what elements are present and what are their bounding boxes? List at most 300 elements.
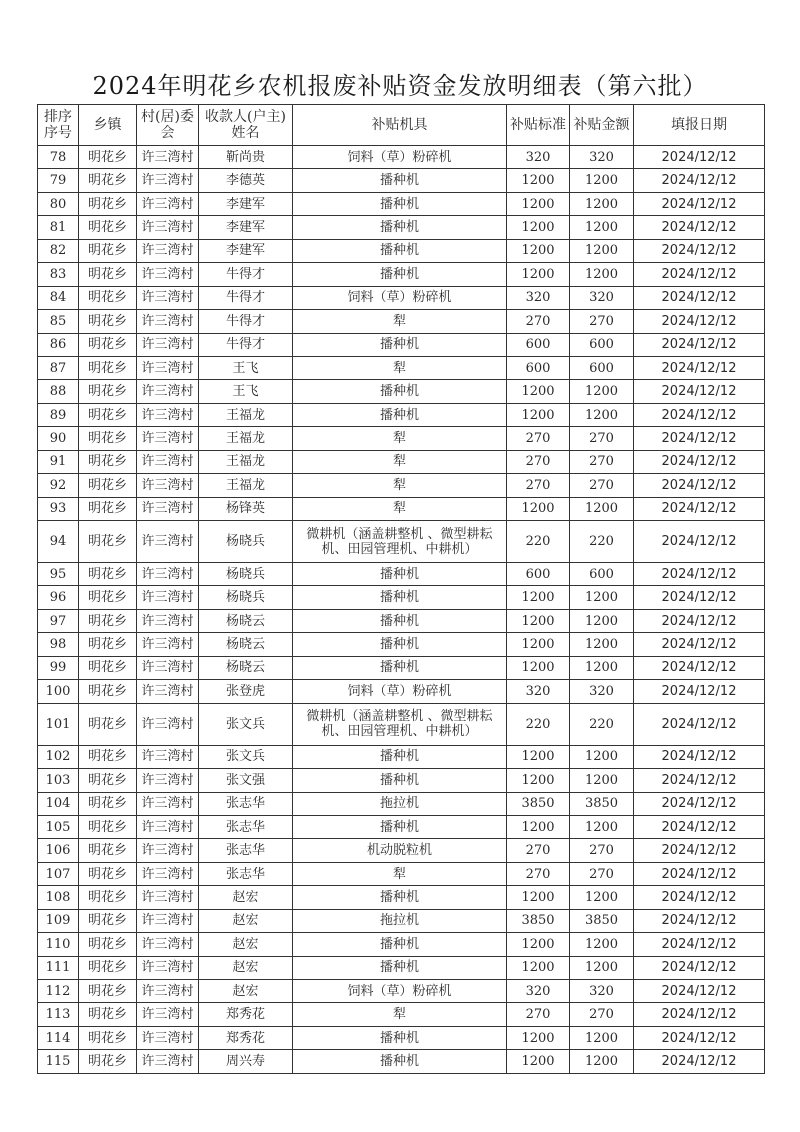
- cell-amount: 1200: [570, 745, 634, 768]
- cell-date: 2024/12/12: [634, 563, 765, 586]
- cell-township: 明花乡: [79, 839, 137, 862]
- cell-payee: 张文兵: [199, 745, 293, 768]
- cell-payee: 杨晓兵: [199, 521, 293, 563]
- table-row: [38, 474, 765, 497]
- cell-amount: 1200: [570, 169, 634, 192]
- cell-township: 明花乡: [79, 427, 137, 450]
- header-village: 村(居)委会: [137, 105, 199, 146]
- cell-payee: 赵宏: [199, 956, 293, 979]
- cell-seq: 113: [38, 1003, 79, 1026]
- cell-payee: 张登虎: [199, 680, 293, 703]
- cell-amount: 320: [570, 980, 634, 1003]
- cell-standard: 320: [507, 286, 570, 309]
- cell-payee: 张文强: [199, 769, 293, 792]
- table-row: [38, 192, 765, 215]
- cell-amount: 320: [570, 680, 634, 703]
- cell-seq: 84: [38, 286, 79, 309]
- cell-machine: 拖拉机: [293, 909, 507, 932]
- cell-seq: 92: [38, 474, 79, 497]
- cell-machine: 播种机: [293, 169, 507, 192]
- cell-payee: 杨晓兵: [199, 563, 293, 586]
- table-row: [38, 216, 765, 239]
- cell-village: 许三湾村: [137, 769, 199, 792]
- cell-payee: 牛得才: [199, 310, 293, 333]
- cell-amount: 1200: [570, 586, 634, 609]
- cell-machine: 犁: [293, 427, 507, 450]
- table-row: [38, 497, 765, 520]
- cell-amount: 1200: [570, 380, 634, 403]
- table-row: [38, 450, 765, 473]
- cell-amount: 1200: [570, 656, 634, 679]
- header-seq: 排序序号: [38, 105, 79, 146]
- table-row: [38, 745, 765, 768]
- cell-machine: 微耕机（涵盖耕整机 、微型耕耘机、田园管理机、中耕机）: [293, 521, 507, 563]
- table-row: [38, 1003, 765, 1026]
- cell-date: 2024/12/12: [634, 980, 765, 1003]
- cell-seq: 104: [38, 792, 79, 815]
- cell-village: 许三湾村: [137, 474, 199, 497]
- cell-township: 明花乡: [79, 609, 137, 632]
- cell-township: 明花乡: [79, 586, 137, 609]
- cell-township: 明花乡: [79, 380, 137, 403]
- cell-village: 许三湾村: [137, 633, 199, 656]
- cell-payee: 赵宏: [199, 933, 293, 956]
- table-row: [38, 146, 765, 169]
- table-header: [38, 105, 765, 146]
- cell-township: 明花乡: [79, 815, 137, 838]
- cell-standard: 600: [507, 333, 570, 356]
- cell-township: 明花乡: [79, 263, 137, 286]
- cell-date: 2024/12/12: [634, 839, 765, 862]
- table-row: [38, 769, 765, 792]
- cell-township: 明花乡: [79, 862, 137, 885]
- cell-date: 2024/12/12: [634, 310, 765, 333]
- table-row: [38, 1026, 765, 1049]
- cell-township: 明花乡: [79, 450, 137, 473]
- cell-amount: 1200: [570, 1026, 634, 1049]
- cell-standard: 1200: [507, 633, 570, 656]
- cell-standard: 1200: [507, 263, 570, 286]
- cell-machine: 播种机: [293, 239, 507, 262]
- cell-date: 2024/12/12: [634, 656, 765, 679]
- cell-amount: 1200: [570, 769, 634, 792]
- cell-village: 许三湾村: [137, 333, 199, 356]
- cell-township: 明花乡: [79, 239, 137, 262]
- cell-machine: 犁: [293, 450, 507, 473]
- cell-township: 明花乡: [79, 1026, 137, 1049]
- cell-standard: 1200: [507, 239, 570, 262]
- table-row: [38, 310, 765, 333]
- table-row: [38, 980, 765, 1003]
- cell-date: 2024/12/12: [634, 745, 765, 768]
- cell-village: 许三湾村: [137, 521, 199, 563]
- cell-village: 许三湾村: [137, 192, 199, 215]
- cell-date: 2024/12/12: [634, 609, 765, 632]
- cell-amount: 220: [570, 521, 634, 563]
- cell-amount: 3850: [570, 792, 634, 815]
- table-row: [38, 356, 765, 379]
- cell-machine: 饲料（草）粉碎机: [293, 146, 507, 169]
- cell-machine: 机动脱粒机: [293, 839, 507, 862]
- cell-seq: 100: [38, 680, 79, 703]
- cell-date: 2024/12/12: [634, 862, 765, 885]
- cell-date: 2024/12/12: [634, 933, 765, 956]
- cell-township: 明花乡: [79, 216, 137, 239]
- cell-payee: 杨晓云: [199, 609, 293, 632]
- cell-machine: 播种机: [293, 333, 507, 356]
- table-row: [38, 403, 765, 426]
- table-row: [38, 815, 765, 838]
- table-row: [38, 909, 765, 932]
- cell-amount: 270: [570, 839, 634, 862]
- cell-standard: 1200: [507, 956, 570, 979]
- cell-township: 明花乡: [79, 745, 137, 768]
- cell-date: 2024/12/12: [634, 403, 765, 426]
- cell-village: 许三湾村: [137, 980, 199, 1003]
- cell-date: 2024/12/12: [634, 169, 765, 192]
- cell-machine: 播种机: [293, 956, 507, 979]
- cell-standard: 1200: [507, 933, 570, 956]
- cell-standard: 270: [507, 474, 570, 497]
- cell-date: 2024/12/12: [634, 956, 765, 979]
- cell-village: 许三湾村: [137, 792, 199, 815]
- cell-amount: 270: [570, 862, 634, 885]
- cell-standard: 270: [507, 450, 570, 473]
- cell-machine: 播种机: [293, 380, 507, 403]
- cell-payee: 王福龙: [199, 450, 293, 473]
- cell-payee: 李德英: [199, 169, 293, 192]
- cell-machine: 播种机: [293, 769, 507, 792]
- cell-amount: 3850: [570, 909, 634, 932]
- cell-seq: 108: [38, 886, 79, 909]
- cell-machine: 犁: [293, 310, 507, 333]
- cell-seq: 87: [38, 356, 79, 379]
- cell-standard: 1200: [507, 497, 570, 520]
- cell-village: 许三湾村: [137, 169, 199, 192]
- cell-standard: 1200: [507, 403, 570, 426]
- cell-standard: 1200: [507, 745, 570, 768]
- cell-payee: 杨晓兵: [199, 586, 293, 609]
- cell-village: 许三湾村: [137, 216, 199, 239]
- cell-township: 明花乡: [79, 474, 137, 497]
- cell-date: 2024/12/12: [634, 497, 765, 520]
- cell-payee: 张志华: [199, 815, 293, 838]
- table-row: [38, 239, 765, 262]
- cell-amount: 1200: [570, 239, 634, 262]
- cell-date: 2024/12/12: [634, 633, 765, 656]
- cell-date: 2024/12/12: [634, 792, 765, 815]
- cell-amount: 320: [570, 146, 634, 169]
- table-row: [38, 656, 765, 679]
- cell-township: 明花乡: [79, 769, 137, 792]
- cell-payee: 张文兵: [199, 703, 293, 745]
- cell-machine: 犁: [293, 474, 507, 497]
- cell-amount: 270: [570, 474, 634, 497]
- cell-village: 许三湾村: [137, 380, 199, 403]
- cell-standard: 320: [507, 146, 570, 169]
- cell-village: 许三湾村: [137, 839, 199, 862]
- cell-standard: 220: [507, 521, 570, 563]
- cell-machine: 犁: [293, 356, 507, 379]
- cell-village: 许三湾村: [137, 286, 199, 309]
- cell-village: 许三湾村: [137, 1026, 199, 1049]
- cell-standard: 270: [507, 862, 570, 885]
- cell-date: 2024/12/12: [634, 427, 765, 450]
- cell-seq: 98: [38, 633, 79, 656]
- cell-seq: 97: [38, 609, 79, 632]
- cell-village: 许三湾村: [137, 1050, 199, 1073]
- cell-standard: 320: [507, 680, 570, 703]
- cell-township: 明花乡: [79, 909, 137, 932]
- cell-seq: 112: [38, 980, 79, 1003]
- cell-amount: 1200: [570, 216, 634, 239]
- table-row: [38, 886, 765, 909]
- cell-village: 许三湾村: [137, 310, 199, 333]
- table-row: [38, 839, 765, 862]
- cell-village: 许三湾村: [137, 745, 199, 768]
- cell-machine: 播种机: [293, 656, 507, 679]
- cell-standard: 1200: [507, 169, 570, 192]
- cell-payee: 张志华: [199, 792, 293, 815]
- document-title: 2024年明花乡农机报废补贴资金发放明细表（第六批）: [92, 72, 708, 100]
- cell-standard: 600: [507, 356, 570, 379]
- cell-village: 许三湾村: [137, 609, 199, 632]
- cell-township: 明花乡: [79, 680, 137, 703]
- cell-payee: 王福龙: [199, 403, 293, 426]
- table-row: [38, 680, 765, 703]
- table-row: [38, 333, 765, 356]
- header-payee: 收款人(户主)姓名: [199, 105, 293, 146]
- cell-seq: 86: [38, 333, 79, 356]
- cell-village: 许三湾村: [137, 356, 199, 379]
- header-standard: 补贴标准: [507, 105, 570, 146]
- cell-amount: 600: [570, 356, 634, 379]
- cell-machine: 播种机: [293, 1050, 507, 1073]
- cell-township: 明花乡: [79, 192, 137, 215]
- cell-machine: 播种机: [293, 403, 507, 426]
- cell-village: 许三湾村: [137, 956, 199, 979]
- cell-date: 2024/12/12: [634, 380, 765, 403]
- cell-seq: 114: [38, 1026, 79, 1049]
- cell-seq: 105: [38, 815, 79, 838]
- cell-village: 许三湾村: [137, 403, 199, 426]
- cell-amount: 1200: [570, 403, 634, 426]
- table-row: [38, 586, 765, 609]
- cell-standard: 1200: [507, 769, 570, 792]
- cell-machine: 播种机: [293, 886, 507, 909]
- cell-machine: 犁: [293, 862, 507, 885]
- cell-amount: 1200: [570, 956, 634, 979]
- cell-payee: 张志华: [199, 839, 293, 862]
- cell-amount: 320: [570, 286, 634, 309]
- table-row: [38, 286, 765, 309]
- cell-standard: 1200: [507, 886, 570, 909]
- cell-village: 许三湾村: [137, 886, 199, 909]
- cell-date: 2024/12/12: [634, 703, 765, 745]
- cell-township: 明花乡: [79, 169, 137, 192]
- cell-standard: 270: [507, 310, 570, 333]
- cell-village: 许三湾村: [137, 815, 199, 838]
- cell-standard: 270: [507, 839, 570, 862]
- cell-date: 2024/12/12: [634, 769, 765, 792]
- cell-machine: 播种机: [293, 192, 507, 215]
- cell-township: 明花乡: [79, 146, 137, 169]
- cell-village: 许三湾村: [137, 680, 199, 703]
- cell-date: 2024/12/12: [634, 263, 765, 286]
- table-row: [38, 263, 765, 286]
- cell-standard: 1200: [507, 216, 570, 239]
- cell-standard: 220: [507, 703, 570, 745]
- cell-village: 许三湾村: [137, 586, 199, 609]
- cell-payee: 张志华: [199, 862, 293, 885]
- cell-township: 明花乡: [79, 286, 137, 309]
- header-date: 填报日期: [634, 105, 765, 146]
- cell-date: 2024/12/12: [634, 521, 765, 563]
- cell-seq: 83: [38, 263, 79, 286]
- cell-payee: 赵宏: [199, 980, 293, 1003]
- table-body: [38, 146, 765, 1074]
- cell-amount: 1200: [570, 933, 634, 956]
- table-row: [38, 956, 765, 979]
- cell-village: 许三湾村: [137, 909, 199, 932]
- cell-machine: 播种机: [293, 745, 507, 768]
- cell-machine: 犁: [293, 1003, 507, 1026]
- cell-payee: 王飞: [199, 380, 293, 403]
- cell-date: 2024/12/12: [634, 1050, 765, 1073]
- cell-machine: 播种机: [293, 815, 507, 838]
- table-row: [38, 1050, 765, 1073]
- cell-village: 许三湾村: [137, 933, 199, 956]
- cell-machine: 饲料（草）粉碎机: [293, 286, 507, 309]
- cell-township: 明花乡: [79, 1050, 137, 1073]
- cell-date: 2024/12/12: [634, 586, 765, 609]
- cell-payee: 郑秀花: [199, 1026, 293, 1049]
- cell-machine: 播种机: [293, 1026, 507, 1049]
- cell-seq: 82: [38, 239, 79, 262]
- cell-payee: 李建军: [199, 192, 293, 215]
- cell-machine: 播种机: [293, 609, 507, 632]
- cell-standard: 1200: [507, 586, 570, 609]
- cell-amount: 1200: [570, 886, 634, 909]
- cell-machine: 拖拉机: [293, 792, 507, 815]
- cell-payee: 牛得才: [199, 263, 293, 286]
- cell-seq: 80: [38, 192, 79, 215]
- cell-seq: 89: [38, 403, 79, 426]
- cell-date: 2024/12/12: [634, 1026, 765, 1049]
- cell-amount: 270: [570, 310, 634, 333]
- cell-amount: 1200: [570, 192, 634, 215]
- cell-payee: 王福龙: [199, 474, 293, 497]
- cell-payee: 牛得才: [199, 333, 293, 356]
- table-row: [38, 609, 765, 632]
- cell-date: 2024/12/12: [634, 474, 765, 497]
- cell-standard: 1200: [507, 192, 570, 215]
- cell-seq: 107: [38, 862, 79, 885]
- cell-standard: 1200: [507, 380, 570, 403]
- cell-village: 许三湾村: [137, 239, 199, 262]
- cell-township: 明花乡: [79, 980, 137, 1003]
- cell-seq: 96: [38, 586, 79, 609]
- cell-seq: 81: [38, 216, 79, 239]
- cell-amount: 1200: [570, 1050, 634, 1073]
- cell-standard: 1200: [507, 815, 570, 838]
- cell-township: 明花乡: [79, 956, 137, 979]
- cell-seq: 93: [38, 497, 79, 520]
- cell-seq: 111: [38, 956, 79, 979]
- table-row: [38, 633, 765, 656]
- cell-seq: 95: [38, 563, 79, 586]
- cell-machine: 饲料（草）粉碎机: [293, 680, 507, 703]
- cell-township: 明花乡: [79, 633, 137, 656]
- cell-village: 许三湾村: [137, 450, 199, 473]
- cell-payee: 赵宏: [199, 886, 293, 909]
- cell-seq: 85: [38, 310, 79, 333]
- cell-payee: 牛得才: [199, 286, 293, 309]
- header-township: 乡镇: [79, 105, 137, 146]
- cell-standard: 1200: [507, 609, 570, 632]
- cell-seq: 101: [38, 703, 79, 745]
- header-machine: 补贴机具: [293, 105, 507, 146]
- cell-seq: 94: [38, 521, 79, 563]
- cell-village: 许三湾村: [137, 563, 199, 586]
- cell-amount: 1200: [570, 497, 634, 520]
- cell-township: 明花乡: [79, 356, 137, 379]
- cell-township: 明花乡: [79, 1003, 137, 1026]
- cell-amount: 1200: [570, 633, 634, 656]
- cell-payee: 杨锋英: [199, 497, 293, 520]
- cell-seq: 78: [38, 146, 79, 169]
- cell-machine: 犁: [293, 497, 507, 520]
- cell-standard: 270: [507, 427, 570, 450]
- cell-township: 明花乡: [79, 403, 137, 426]
- cell-payee: 杨晓云: [199, 656, 293, 679]
- cell-payee: 郑秀花: [199, 1003, 293, 1026]
- cell-payee: 王飞: [199, 356, 293, 379]
- cell-standard: 1200: [507, 1026, 570, 1049]
- table-row: [38, 380, 765, 403]
- cell-standard: 320: [507, 980, 570, 1003]
- cell-machine: 播种机: [293, 633, 507, 656]
- cell-amount: 270: [570, 450, 634, 473]
- cell-amount: 1200: [570, 815, 634, 838]
- cell-machine: 播种机: [293, 933, 507, 956]
- cell-payee: 杨晓云: [199, 633, 293, 656]
- cell-date: 2024/12/12: [634, 333, 765, 356]
- cell-date: 2024/12/12: [634, 815, 765, 838]
- cell-township: 明花乡: [79, 563, 137, 586]
- table-row: [38, 862, 765, 885]
- cell-standard: 600: [507, 563, 570, 586]
- cell-township: 明花乡: [79, 933, 137, 956]
- cell-seq: 102: [38, 745, 79, 768]
- cell-date: 2024/12/12: [634, 356, 765, 379]
- cell-machine: 播种机: [293, 563, 507, 586]
- cell-village: 许三湾村: [137, 862, 199, 885]
- subsidy-table: [37, 104, 765, 1074]
- cell-date: 2024/12/12: [634, 680, 765, 703]
- cell-seq: 91: [38, 450, 79, 473]
- cell-payee: 李建军: [199, 239, 293, 262]
- cell-village: 许三湾村: [137, 427, 199, 450]
- cell-amount: 270: [570, 1003, 634, 1026]
- cell-date: 2024/12/12: [634, 239, 765, 262]
- cell-payee: 李建军: [199, 216, 293, 239]
- cell-standard: 3850: [507, 909, 570, 932]
- cell-machine: 微耕机（涵盖耕整机 、微型耕耘机、田园管理机、中耕机）: [293, 703, 507, 745]
- cell-village: 许三湾村: [137, 1003, 199, 1026]
- cell-payee: 靳尚贵: [199, 146, 293, 169]
- cell-seq: 109: [38, 909, 79, 932]
